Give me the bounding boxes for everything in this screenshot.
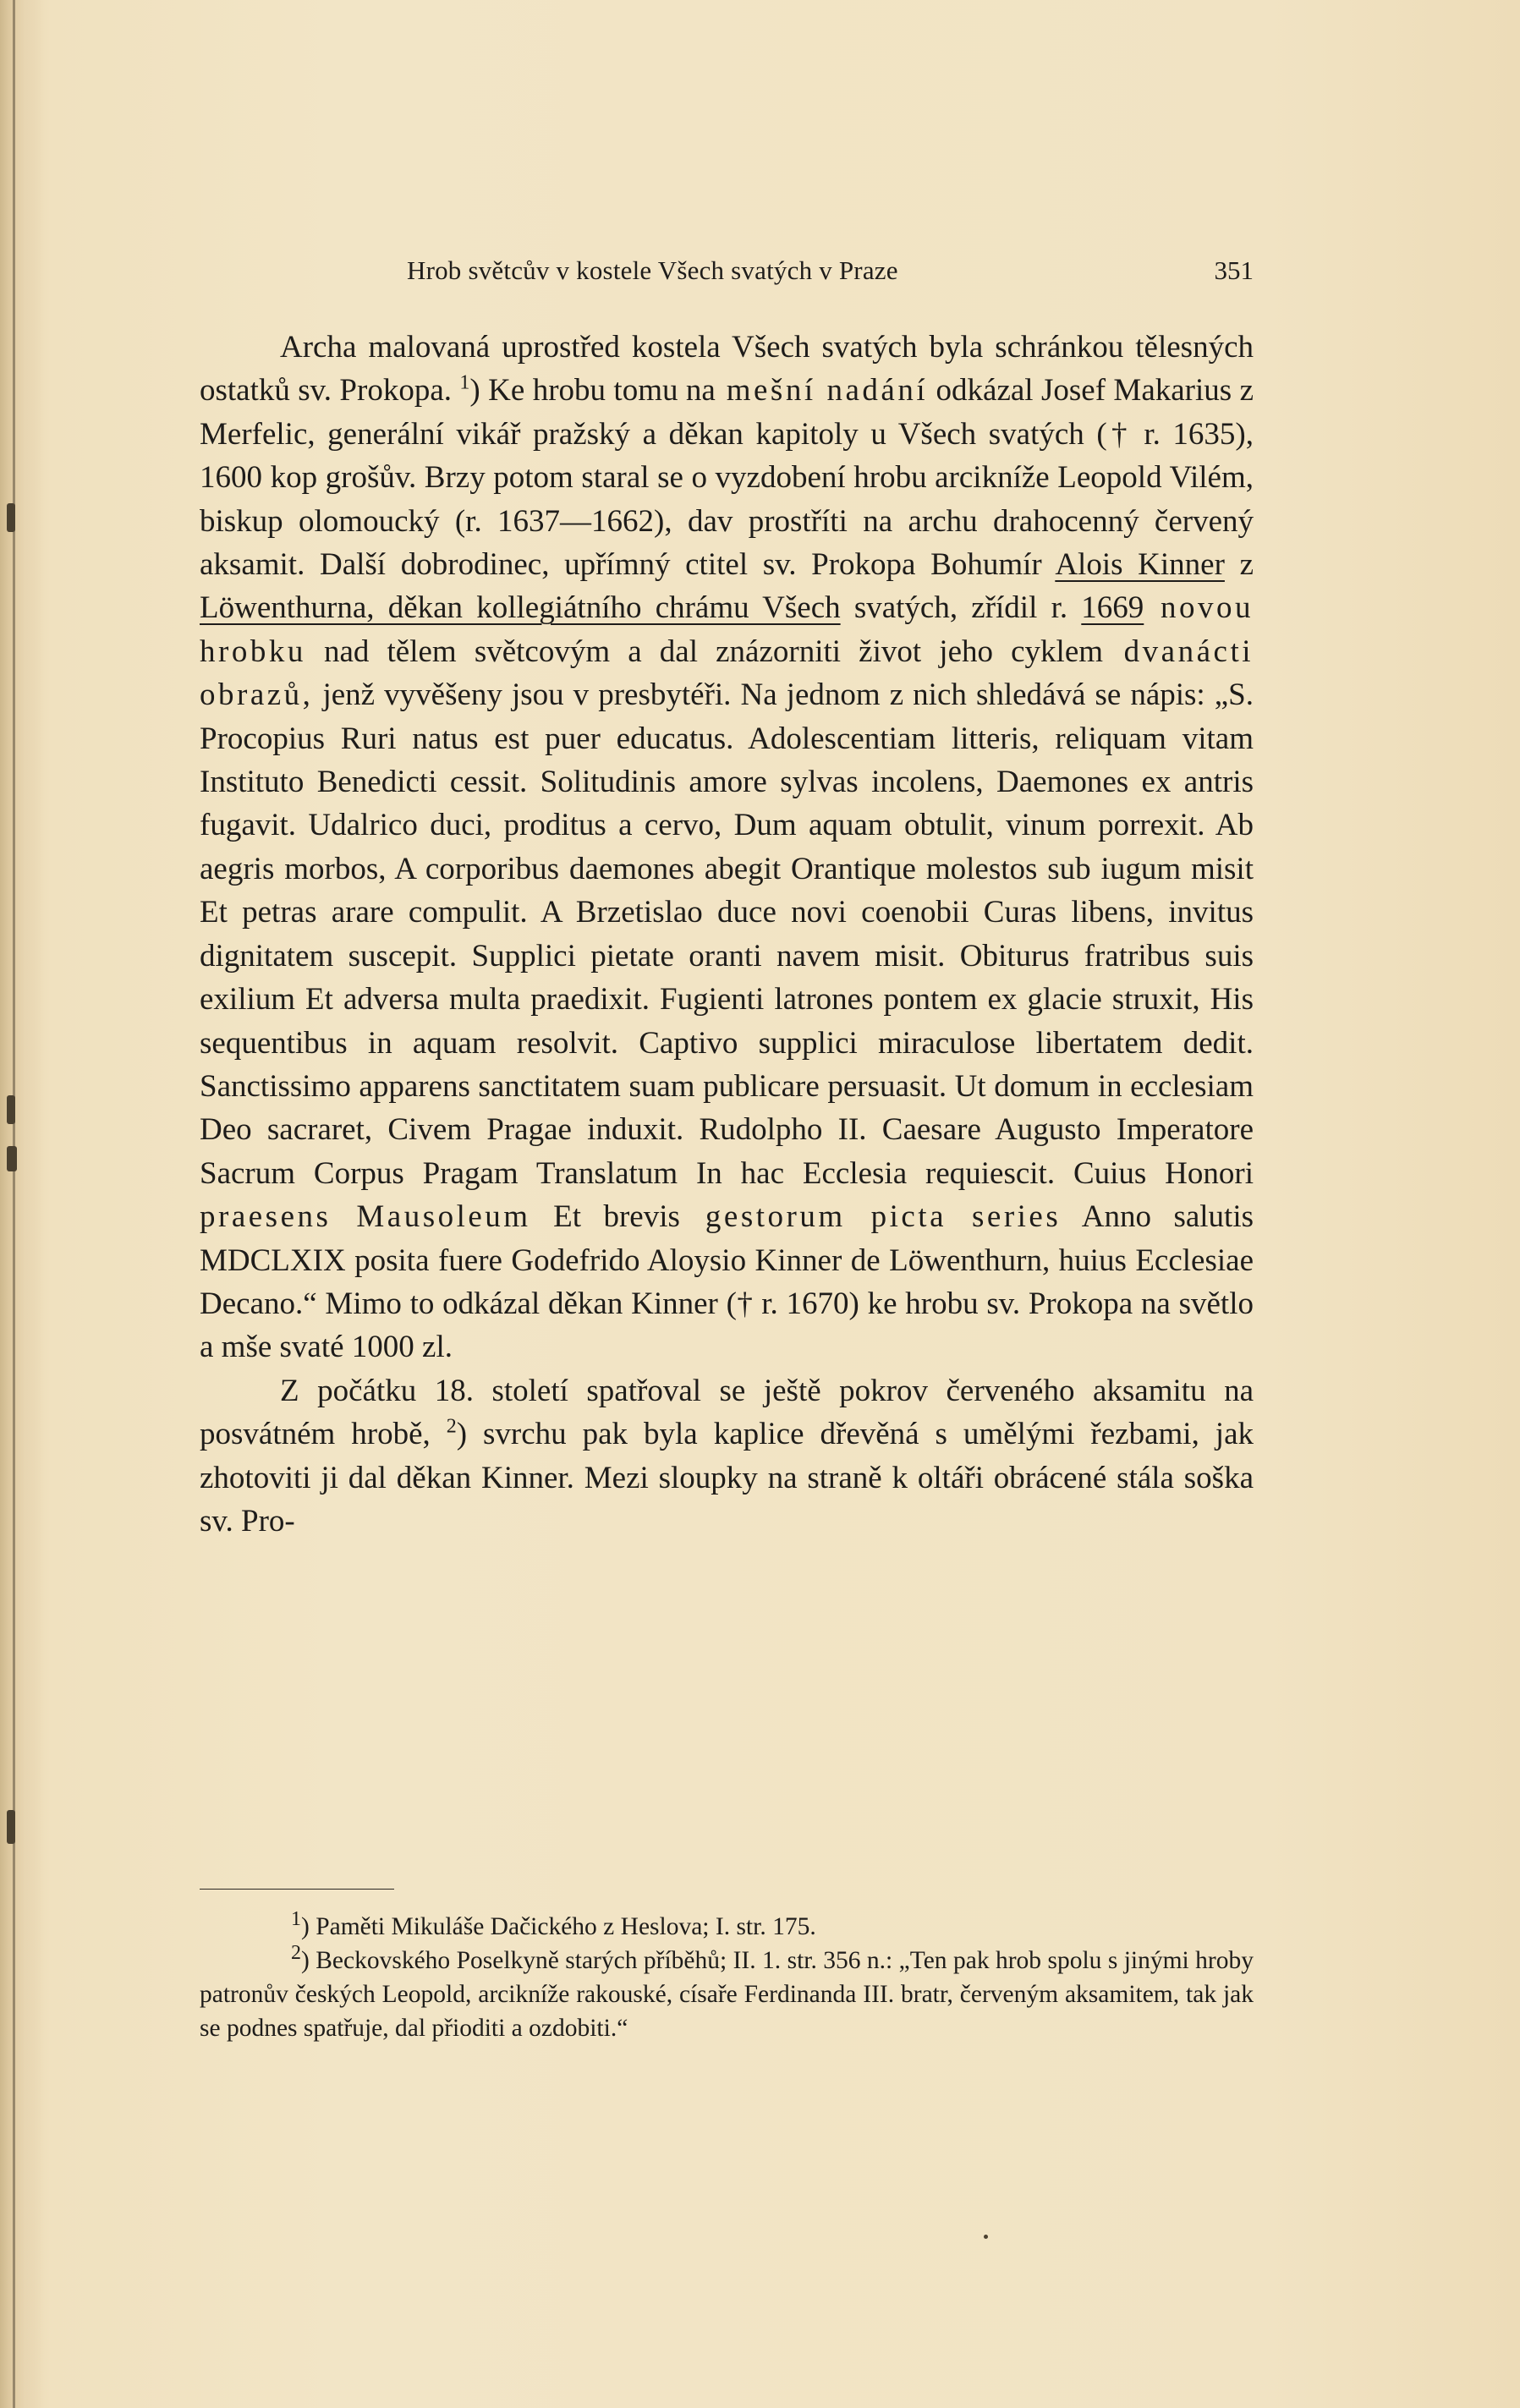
spaced-text: gestorum picta series: [679, 1199, 1062, 1235]
text-run: odkázal Josef Makarius z Merfelic, generální vikář pražský a děkan kapitoly u Všech svatých († r. 1635), 1600 kop grošův. Brzy potom staral se o vyzdobení hrobu arcikníže Leopold Vilém, biskup olomoucký (r. 1637—1662), dav prostříti na archu drahocenný červený aksamit. Další dobrodinec, upřímný ctitel sv. Prokopa Bohumír: [200, 373, 1254, 583]
binding-speck: [7, 503, 15, 532]
body-text: [200, 326, 1254, 1543]
text-run: nad tělem světcovým a dal znázorniti život jeho cyklem: [305, 634, 1104, 669]
binding-line: [13, 0, 15, 2408]
text-run: Anno salutis MDCLXIX posita fuere Godefrido Aloysio Kinner de Löwenthurn, huius Ecclesiae Decano.“ Mimo to odkázal děkan Kinner († r. 1670) ke hrobu sv. Prokopa na světlo a mše svaté 1000 zl.: [200, 1199, 1254, 1365]
text-run: ) svrchu pak byla kaplice dřevěná s umělými řezbami, jak zhotoviti ji dal děkan Kinner. Mezi sloupky na straně k oltáři obrácené stála soška sv. Pro-: [200, 1417, 1254, 1539]
text-run: jenž vyvěšeny jsou v presbytéři. Na jednom z nich shledává se nápis: „S. Procopius Ruri natus est puer educatus. Adolescentiam litteris, reliquam vitam Instituto Benedicti cessit. Solitudinis amore sylvas incolens, Daemones ex antris fugavit. Udalrico duci, proditus a cervo, Dum aquam obtulit, vinum porrexit. Ab aegris morbos, A corporibus daemones abegit Orantique molestos sub iugum misit Et petras arare compulit. A Brzetislao duce novi coenobii Curas libens, invitus dignitatem suscepit. Supplici pietate oranti navem misit. Obiturus fratribus suis exilium Et adversa multa praedixit. Fugienti latrones pontem ex glacie struxit, His sequentibus in aquam resolvit. Captivo supplici miraculose libertatem dedit. Sanctissimo apparens sanctitatem suam publicare persuasit. Ut domum in ecclesiam Deo sacraret, Civem Pragae induxit. Rudolpho II. Caesare Augusto Imperatore Sacrum Corpus Pragam Translatum In hac Ecclesia requiescit. Cuius Honori: [200, 677, 1254, 1191]
handwritten-underline: 1669: [1081, 590, 1144, 626]
spaced-text: praesens Mausoleum: [200, 1199, 531, 1235]
running-header: [200, 255, 1254, 293]
footnote-1: [200, 1910, 1254, 1944]
footnote-2: [200, 1944, 1254, 2045]
footnote-text: ) Paměti Mikuláše Dačického z Heslova; I. str. 175.: [301, 1913, 816, 1940]
handwritten-underline: Alois Kinner: [1055, 547, 1225, 583]
spaced-text: mešní nadání: [715, 373, 929, 409]
footnote-marker: 1: [291, 1908, 301, 1931]
spaced-text: novou hrobku: [200, 590, 1254, 669]
binding-speck: [7, 1146, 17, 1171]
binding-speck: [984, 2235, 988, 2239]
footnote-marker: 2: [291, 1942, 301, 1965]
footnote-rule: [200, 1889, 394, 1890]
text-run: Archa malovaná uprostřed kostela Všech svatých byla schránkou tělesných ostatků sv. Prokopa.: [200, 330, 1254, 409]
footnote-text: ) Beckovského Poselkyně starých příběhů; II. 1. str. 356 n.: „Ten pak hrob spolu s jinými hroby patronův českých Leopold, arcikníže rakouské, císaře Ferdinanda III. bratr, červeným aksamitem, tak jak se podnes spatřuje, dal přioditi a ozdobiti.“: [200, 1947, 1254, 2042]
text-run: Et brevis: [530, 1199, 680, 1235]
spaced-text: dvanácti obrazů,: [200, 634, 1254, 713]
footnotes: [200, 1910, 1254, 2045]
footnote-ref-2: 2: [446, 1415, 457, 1438]
text-run: Z počátku 18. století spatřoval se ještě pokrov červeného aksamitu na posvátném hrobě,: [200, 1373, 1254, 1452]
text-run: Ke hrobu tomu na: [480, 373, 716, 409]
binding-speck: [7, 1810, 15, 1844]
binding-edge: [0, 0, 44, 2408]
text-run: z: [1224, 547, 1254, 583]
handwritten-underline: Löwenthurna, děkan kollegiátního chrámu Všech: [200, 590, 841, 626]
paragraph-2: [200, 1369, 1254, 1544]
page-number: 351: [1214, 255, 1254, 285]
running-title: Hrob světcův v kostele Všech svatých v Praze: [407, 255, 898, 285]
text-run: svatých, zřídil r.: [840, 590, 1082, 626]
paragraph-1: Archa malovaná uprostřed kostela Všech svatých byla schránkou tělesných ostatků sv. Prokopa. $^1$) Ke hrobu tomu na mešní nadání odkázal Josef Makarius z Merfelic, generální vikář pražský a děkan kapitoly u Všech svatých († r. 1635), 1600 kop grošův. Brzy potom staral se o vyzdobení hrobu arcikníže Leopold Vilém, biskup olomoucký (r. 1637—1662), dav prostříti na archu drahocenný červený aksamit. Další dobrodinec, upřímný ctitel sv. Prokopa Bohumír Alois Kinner z Löwenthurna, děkan kollegiátního chrámu Všech svatých, zřídil r. 1669 novou hrobku nad tělem světcovým a dal znázorniti život jeho cyklem dvanácti obrazů, jenž vyvěšeny jsou v presbytéři. Na jednom z nich shledává se nápis: „S. Procopius Ruri natus est puer educatus. Adolescentiam litteris, reliquam vitam Instituto Benedicti cessit. Solitudinis amore sylvas incolens, Daemones ex antris fugavit. Udalrico duci, proditus a cervo, Dum aquam obtulit, vinum porrexit. Ab aegris morbos, A corporibus daemones abegit Orantique molestos sub iugum misit Et petras arare compulit. A Brzetislao duce novi coenobii Curas libens, invitus dignitatem suscepit. Supplici pietate oranti navem misit. Obiturus fratribus suis exilium Et adversa multa praedixit. Fugienti latrones pontem ex glacie struxit, His sequentibus in aquam resolvit. Captivo supplici miraculose libertatem dedit. Sanctissimo apparens sanctitatem suam publicare persuasit. Ut domum in ecclesiam Deo sacraret, Civem Pragae induxit. Rudolpho II. Caesare Augusto Imperatore Sacrum Corpus Pragam Translatum In hac Ecclesia requiescit. Cuius Honori praesens Mausoleum Et brevis gestorum picta series Anno salutis MDCLXIX posita fuere Godefrido Aloysio Kinner de Löwenthurn, huius Ecclesiae Decano.“ Mimo to odkázal děkan Kinner († r. 1670) ke hrobu sv. Prokopa na světlo a mše svaté 1000 zl.: [200, 330, 1254, 1365]
footnote-ref-1: 1: [459, 372, 470, 395]
binding-speck: [7, 1095, 15, 1124]
